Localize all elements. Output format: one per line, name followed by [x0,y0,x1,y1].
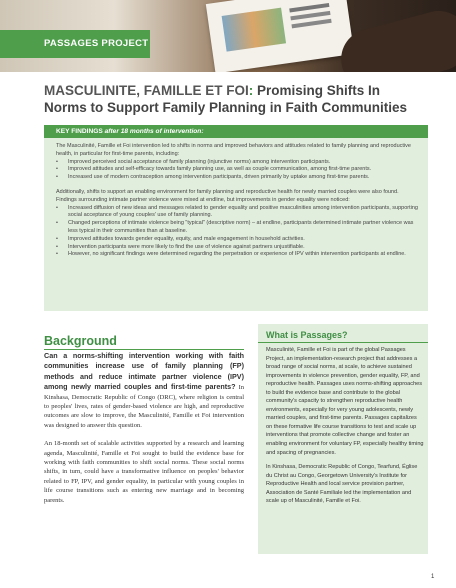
key-findings-sublabel: after 18 months of intervention: [102,128,204,135]
finding-item: • However, no significant findings were determined regarding the perpetration or experience of IPV within intervention participants at endline. [56,251,420,259]
key-findings-box [44,125,428,311]
hand-image [334,4,456,72]
banner-label: PASSAGES PROJECT [44,38,149,49]
finding-item: • Improved attitudes and self-efficacy towards family planning use, as well as couple communication, among first-time parents. [56,166,420,174]
background-divider [44,349,244,350]
what-is-passages-heading: What is Passages? [266,330,348,340]
what-is-passages-box [258,324,428,554]
background-para1-rest: In Kinshasa, Democratic Republic of Congo (DRC), where religion is central to peoples' lives, rates of gender-based violence are high, and reproductive outcomes are slow to improve, the Masculinité, Famille et Foi intervention was designed to answer this question. [44,384,244,429]
key-findings-list-a [56,159,420,182]
finding-item: • Intervention participants were more likely to find the use of violence against partners unjustifiable. [56,244,420,252]
background-heading: Background [44,334,117,348]
background-text [44,351,244,514]
finding-item: • Increased use of modern contraception among intervention participants, driven primarily by uptake among first-time parents. [56,174,420,182]
finding-item: • Improved attitudes towards gender equality, equity, and male engagement in household activities. [56,236,420,244]
finding-item: • Changed perceptions of intimate violence being "typical" (descriptive norm) – at endline, participants determined intimate partner violence was less typical in their communities than at baseline. [56,220,420,236]
key-findings-intro: The Masculinité, Famille et Foi intervention led to shifts in norms and improved behaviors and attitudes related to family planning and reproductive health, in particular for first-time parents, including: [56,143,411,157]
background-para2: An 18-month set of scalable activities supported by a research and learning agenda, Masculinité, Famille et Foi sought to build the evidence base for working with faith communities to shift social norms. These social norms shifts, in turn, could have a transformative influence on peoples' behavior related to FP, IPV, and gender equality, in particular with young couples in life course transitions such as entering new marriage and in becoming parents. [44,440,244,504]
brochure-image [206,0,354,72]
key-findings-list-b [56,205,420,260]
what-is-passages-para2: In Kinshasa, Democratic Republic of Congo, Tearfund, Église du Christ au Congo, Georgetown University's Institute for Reproductive Health and local service provision partner, Association de Santé Familiale led the implementation and scale up of Masculinité, Famille et Foi. [266,464,418,505]
key-findings-body [44,138,428,259]
research-question: Can a norms-shifting intervention working with faith communities increase use of family planning (FP) methods and reduce intimate partner violence (IPV) among newly married couples and first-time parents? [44,351,244,392]
what-is-passages-divider [258,342,428,343]
what-is-passages-para1: Masculinité, Famille et Foi is part of the global Passages Project, an implementation-research project that addresses a broad range of social norms, at scale, to achieve sustained improvements in violence prevention, gender equality, FP, and reproductive health. Passages uses norms-shifting approaches to build the evidence base and contribute to the global community's capacity to strengthen reproductive health environments, especially for very young adolescents, newly married couples, and first-time parents. Passages capitalizes on these formative life course transitions to test and scale up interventions that promote collective change and foster an enabling environment for voluntary FP, especially healthy timing and spacing of pregnancies. [266,347,424,456]
page-number: 1 [431,574,435,580]
key-findings-para2: Additionally, shifts to support an enabling environment for family planning and reproductive health for newly married couples were also found. Findings surrounding intimate partner violence were mixed at endline, but improvements in gender equality were noticed: [56,188,399,203]
page-title [44,82,424,116]
title-rest: Promising Shifts In Norms to Support Family Planning in Faith Communities [44,83,408,115]
title-bold: MASCULINITE, FAMILLE ET FOI [44,83,249,98]
project-banner [0,30,150,58]
key-findings-heading [44,125,428,138]
title-colon: : [248,83,254,98]
finding-item: • Improved perceived social acceptance of family planning (injunctive norms) among intervention participants. [56,159,420,167]
finding-item: • Increased diffusion of new ideas and messages related to gender equality and positive masculinities among intervention participants, supporting social acceptance of young couples' use of family planning. [56,205,420,221]
key-findings-label: KEY FINDINGS [56,128,103,135]
what-is-passages-body [266,346,424,512]
background-para1 [44,351,244,430]
